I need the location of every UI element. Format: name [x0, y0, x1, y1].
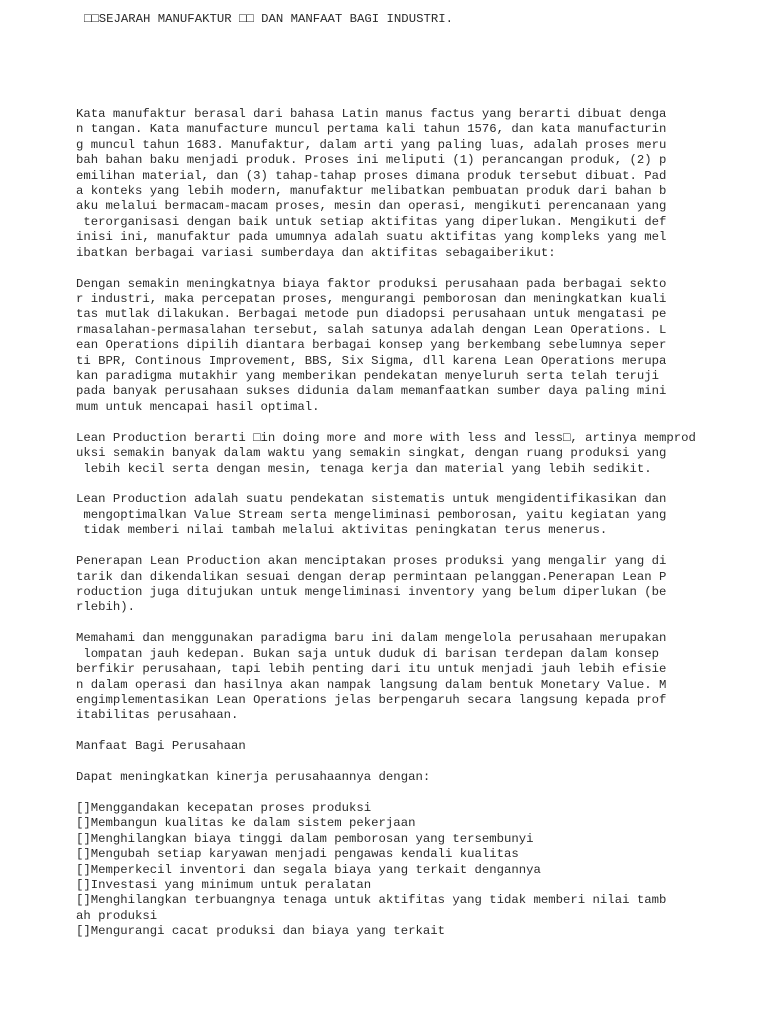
list-item: []Investasi yang minimum untuk peralatan [76, 878, 372, 893]
paragraph-paradigm: Memahami dan menggunakan paradigma baru ini dalam mengelola perusahaan merupakan lompatan jauh kedepan. Bukan saja untuk duduk di barisan terdepan dalam konsep berfikir perusahaan, tapi lebih penting dari itu untuk menjadi jauh lebih efisie n dalam operasi dan hasilnya akan nampak langsung dalam bentuk Monetary Value. M engimplementasikan Lean Operations jelas berpengaruh secara langsung kepada prof itabilitas perusahaan. [76, 631, 667, 723]
document-body [76, 107, 716, 940]
list-item: []Mengubah setiap karyawan menjadi pengawas kendali kualitas [76, 847, 519, 862]
paragraph-lean-production-implementation: Penerapan Lean Production akan menciptakan proses produksi yang mengalir yang di tarik dan dikendalikan sesuai dengan derap permintaan pelanggan.Penerapan Lean P roduction juga ditujukan untuk mengeliminasi inventory yang belum diperlukan (be rlebih). [76, 554, 667, 615]
paragraph-lean-production-meaning: Lean Production berarti □in doing more and more with less and less□, artinya memprod uksi semakin banyak dalam waktu yang semakin singkat, dengan ruang produksi yang lebih kecil serta dengan mesin, tenaga kerja dan material yang lebih sedikit. [76, 430, 696, 476]
list-item: []Menggandakan kecepatan proses produksi [76, 801, 372, 816]
list-item: []Menghilangkan biaya tinggi dalam pemborosan yang tersembunyi [76, 831, 534, 846]
list-item: []Membangun kualitas ke dalam sistem pekerjaan [76, 816, 416, 831]
list-item: []Memperkecil inventori dan segala biaya yang terkait dengannya [76, 862, 541, 877]
paragraph-lean-operations: Dengan semakin meningkatnya biaya faktor produksi perusahaan pada berbagai sekto r industri, maka percepatan proses, mengurangi pemborosan dan meningkatkan kuali tas mutlak dilakukan. Berbagai metode pun diadopsi perusahaan untuk mengatasi pe rmasalahan-permasalahan tersebut, salah satunya adalah dengan Lean Operations. L ean Operations dipilih diantara berbagai konsep yang berkembang sebelumnya seper ti BPR, Continous Improvement, BBS, Six Sigma, dll karena Lean Operations merupa kan paradigma mutakhir yang memberikan pendekatan menyeluruh serta telah teruji pada banyak perusahaan sukses didunia dalam memanfaatkan sumber daya paling mini mum untuk mencapai hasil optimal. [76, 276, 667, 414]
list-item: []Menghilangkan terbuangnya tenaga untuk aktifitas yang tidak memberi nilai tamb ah produksi [76, 893, 667, 923]
paragraph-lean-production-approach: Lean Production adalah suatu pendekatan sistematis untuk mengidentifikasikan dan mengoptimalkan Value Stream serta mengeliminasi pemborosan, yaitu kegiatan yang tidak memberi nilai tambah melalui aktivitas peningkatan terus menerus. [76, 492, 667, 538]
benefits-list [76, 801, 716, 940]
list-item: []Mengurangi cacat produksi dan biaya yang terkait [76, 924, 445, 939]
paragraph-benefits-intro: Dapat meningkatkan kinerja perusahaannya dengan: [76, 770, 431, 785]
section-heading-benefits: Manfaat Bagi Perusahaan [76, 739, 246, 754]
paragraph-manufaktur-definition: Kata manufaktur berasal dari bahasa Latin manus factus yang berarti dibuat denga n tangan. Kata manufacture muncul pertama kali tahun 1576, dan kata manufacturin g muncul tahun 1683. Manufaktur, dalam arti yang paling luas, adalah proses meru bah bahan baku menjadi produk. Proses ini meliputi (1) perancangan produk, (2) p emilihan material, dan (3) tahap-tahap proses dimana produk tersebut dibuat. Pad a konteks yang lebih modern, manufaktur melibatkan pembuatan produk dari bahan b aku melalui bermacam-macam proses, mesin dan operasi, mengikuti perencanaan yang terorganisasi dengan baik untuk setiap aktifitas yang diperlukan. Mengikuti def inisi ini, manufaktur pada umumnya adalah suatu aktifitas yang kompleks yang mel ibatkan berbagai variasi sumberdaya dan aktifitas sebagaiberikut: [76, 107, 667, 260]
document-title: □□SEJARAH MANUFAKTUR □□ DAN MANFAAT BAGI INDUSTRI. [84, 12, 453, 26]
